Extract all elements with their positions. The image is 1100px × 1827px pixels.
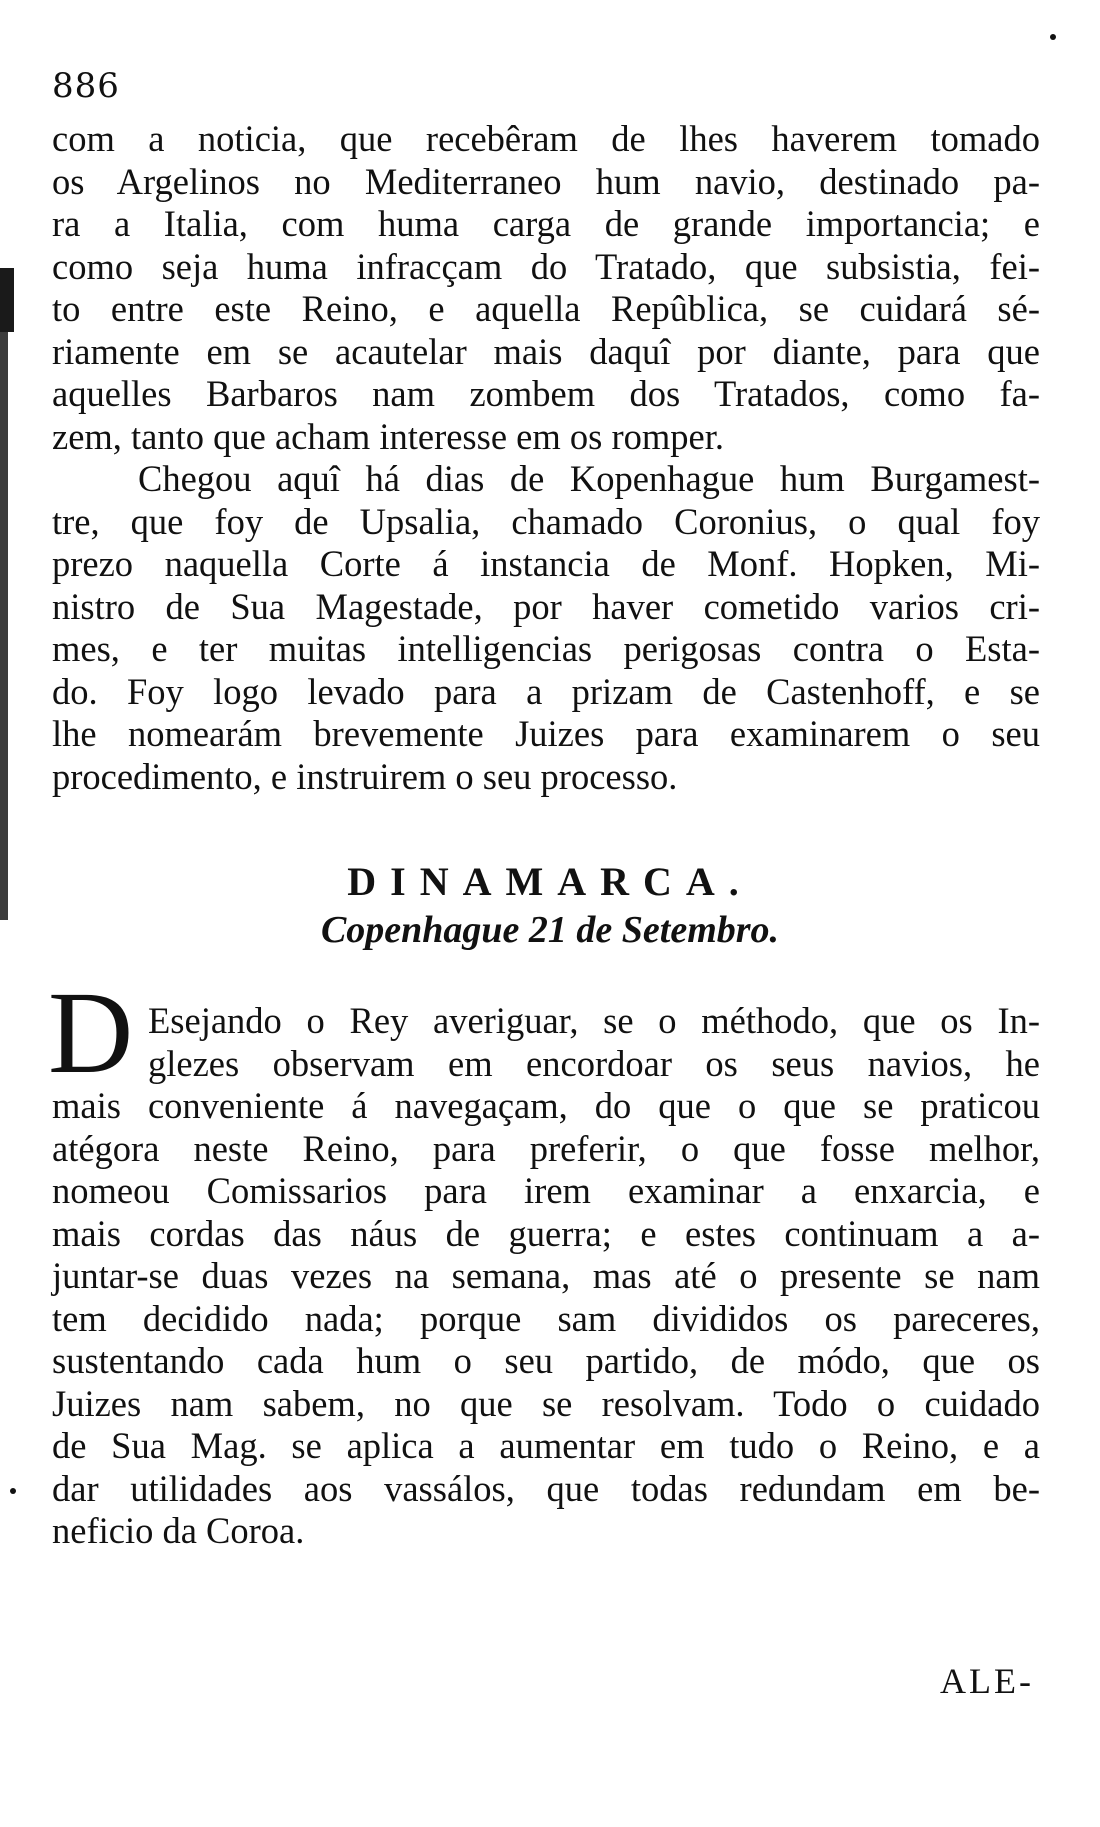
text-line: tem decidido nada; porque sam divididos os pareceres,	[52, 1297, 1040, 1339]
text-line: procedimento, e instruirem o seu processo.	[52, 755, 678, 797]
text-line: nistro de Sua Magestade, por haver cometido varios cri-	[52, 585, 1040, 627]
catchword: ALE-	[940, 1661, 1034, 1701]
dateline: Copenhague 21 de Setembro.	[320, 909, 780, 951]
paragraph-continuation	[52, 118, 1040, 458]
text-line: mais cordas das náus de guerra; e estes continuam a a-	[52, 1212, 1040, 1254]
text-line: tre, que foy de Upsalia, chamado Coronius, o qual foy	[52, 500, 1040, 542]
page-number: 886	[52, 66, 120, 106]
text-line: ra a Italia, com huma carga de grande importancia; e	[52, 203, 1040, 244]
text-line: riamente em se acautelar mais daquî por diante, para que	[52, 330, 1040, 372]
text-line: mais conveniente á navegaçam, do que o que se praticou	[52, 1085, 1040, 1126]
text-line: nomeou Comissarios para irem examinar a enxarcia, e	[52, 1170, 1040, 1211]
text-line: sustentando cada hum o seu partido, de módo, que os	[52, 1340, 1040, 1381]
scan-edge-mark	[0, 268, 14, 332]
text-line: de Sua Mag. se aplica a aumentar em tudo o Reino, e a	[52, 1425, 1040, 1466]
text-line: to entre este Reino, e aquella Repûblica, se cuidará sé-	[52, 288, 1040, 329]
text-line: atégora neste Reino, para preferir, o que fosse melhor,	[52, 1127, 1040, 1169]
scan-edge-shadow	[0, 330, 8, 920]
text-line: prezo naquella Corte á instancia de Monf. Hopken, Mi-	[52, 543, 1040, 584]
text-line: neficio da Coroa.	[52, 1510, 305, 1551]
drop-cap: D	[48, 967, 134, 1098]
text-line: Chegou aquî há dias de Kopenhague hum Burgamest-	[138, 458, 1040, 499]
text-line: dar utilidades aos vassálos, que todas redundam em be-	[52, 1467, 1040, 1509]
text-line: com a noticia, que recebêram de lhes haverem tomado	[52, 118, 1040, 159]
text-line: os Argelinos no Mediterraneo hum navio, destinado pa-	[52, 160, 1040, 202]
paragraph-upsalia	[52, 458, 1040, 798]
text-line: Juizes nam sabem, no que se resolvam. Todo o cuidado	[52, 1382, 1040, 1424]
text-line: glezes observam em encordoar os seus navios, he	[148, 1042, 1040, 1084]
text-line: aquelles Barbaros nam zombem dos Tratados, como fa-	[52, 373, 1040, 414]
paragraph-dinamarca	[52, 1000, 1040, 1553]
text-line: juntar-se duas vezes na semana, mas até o presente se nam	[52, 1255, 1040, 1296]
text-line: do. Foy logo levado para a prizam de Castenhoff, e se	[52, 670, 1040, 712]
text-line: mes, e ter muitas intelligencias perigosas contra o Esta-	[52, 628, 1040, 669]
text-line: Esejando o Rey averiguar, se o méthodo, que os In-	[148, 1000, 1040, 1041]
text-line: lhe nomearám brevemente Juizes para examinarem o seu	[52, 713, 1040, 754]
scan-speck	[10, 1488, 16, 1494]
section-heading: DINAMARCA.	[347, 859, 753, 904]
text-line: zem, tanto que acham interesse em os romper.	[52, 415, 724, 457]
scan-speck	[1050, 34, 1056, 40]
text-line: como seja huma infracçam do Tratado, que subsistia, fei-	[52, 245, 1040, 287]
